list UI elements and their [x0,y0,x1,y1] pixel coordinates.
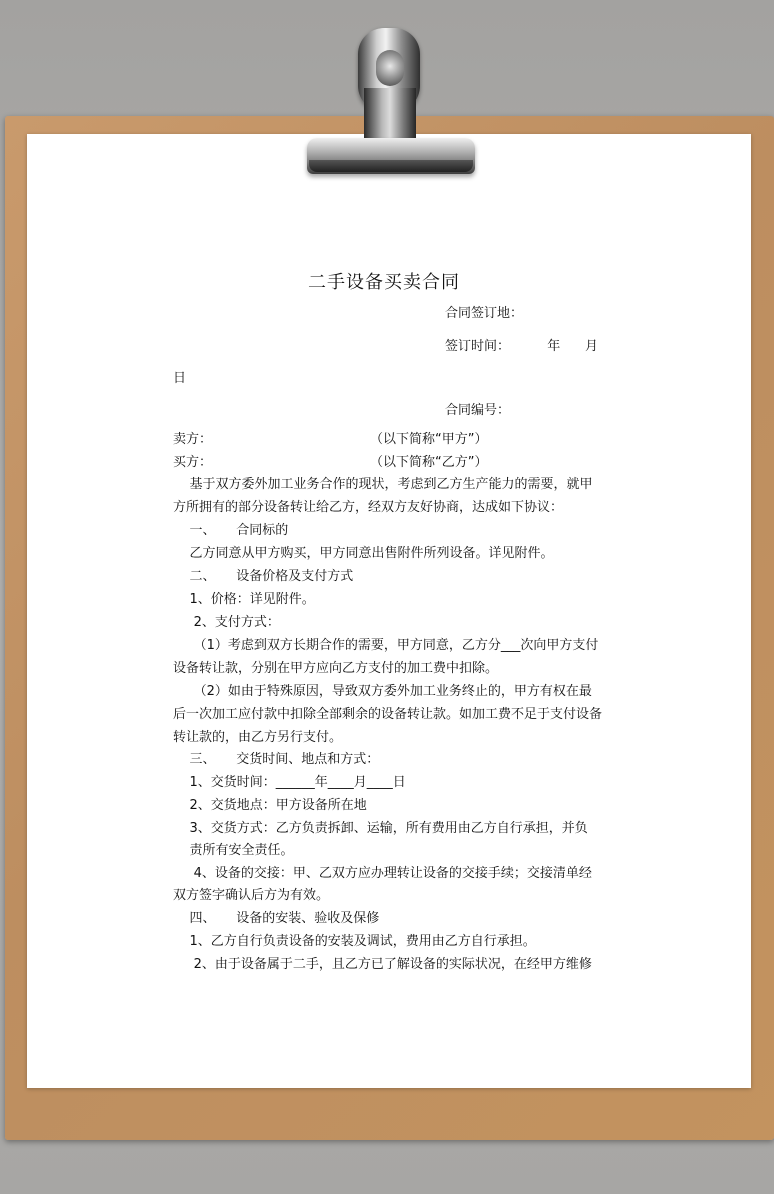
paragraph-line: 后一次加工应付款中扣除全部剩余的设备转让款。如加工费不足于支付设备 [173,707,603,722]
paragraph-line: （1）考虑到双方长期合作的需要，甲方同意，乙方分___次向甲方支付 [173,638,599,653]
section-heading: 二、 设备价格及支付方式 [173,569,354,584]
paragraph-line: 设备转让款，分别在甲方应向乙方支付的加工费中扣除。 [173,661,499,676]
paragraph-line: 4、设备的交接：甲、乙双方应办理转让设备的交接手续；交接清单经 [173,866,592,881]
section-heading: 三、 交货时间、地点和方式： [173,752,380,767]
paragraph-line: 1、交货时间：______年____月____日 [173,775,406,790]
seller-label: 卖方： [173,432,213,447]
paragraph-line: 1、价格：详见附件。 [173,592,315,607]
paragraph-line: 1、乙方自行负责设备的安装及调试，费用由乙方自行承担。 [173,934,536,949]
paragraph-line: 基于双方委外加工业务合作的现状，考虑到乙方生产能力的需要，就甲 [173,477,593,492]
signing-place-line: 合同签订地： [445,306,524,321]
paragraph-line: 转让款的，由乙方另行支付。 [173,730,343,745]
contract-number-line: 合同编号： [445,403,511,418]
paragraph-line: 双方签字确认后方为有效。 [173,888,330,903]
paragraph-line: 2、支付方式： [173,615,280,630]
signing-time-line: 签订时间： 年 月 [445,339,598,354]
section-heading: 四、 设备的安装、验收及保修 [173,911,380,926]
buyer-alias: （以下简称“乙方”） [370,455,488,470]
seller-alias: （以下简称“甲方”） [370,432,488,447]
paragraph-line: 乙方同意从甲方购买，甲方同意出售附件所列设备。详见附件。 [173,546,554,561]
paragraph-line: 3、交货方式：乙方负责拆卸、运输，所有费用由乙方自行承担，并负 [173,821,588,836]
paragraph-line: 2、由于设备属于二手，且乙方已了解设备的实际状况，在经甲方维修 [173,957,592,972]
paragraph-line: 方所拥有的部分设备转让给乙方，经双方友好协商，达成如下协议： [173,500,564,515]
signing-day-line: 日 [173,371,187,386]
section-heading: 一、 合同标的 [173,523,289,538]
paragraph-line: （2）如由于特殊原因，导致双方委外加工业务终止的，甲方有权在最 [173,684,592,699]
document-title: 二手设备买卖合同 [308,272,460,293]
paragraph-line: 责所有安全责任。 [173,843,294,858]
buyer-label: 买方： [173,455,213,470]
paragraph-line: 2、交货地点：甲方设备所在地 [173,798,367,813]
